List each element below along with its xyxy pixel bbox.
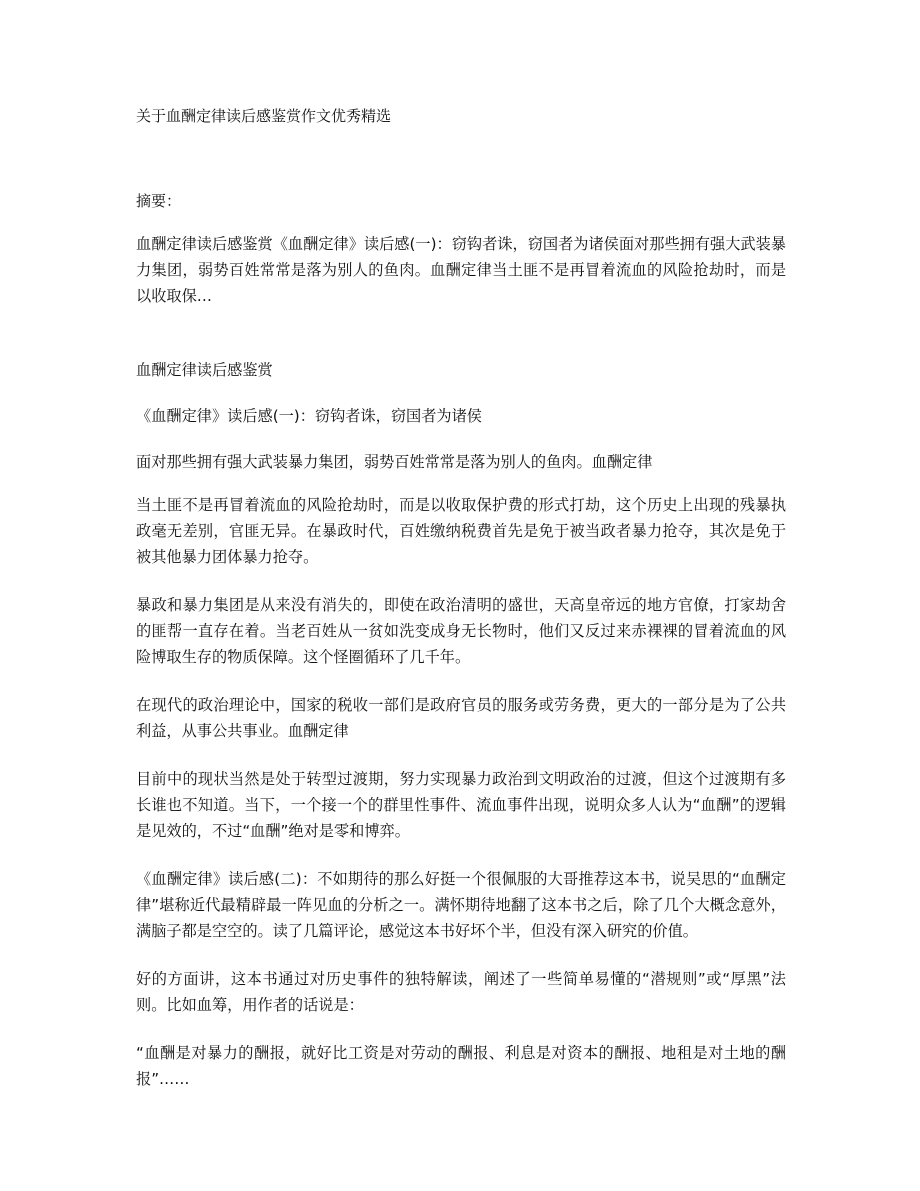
paragraph: 暴政和暴力集团是从来没有消失的，即使在政治清明的盛世，天高皇帝远的地方官僚，打家劫舍的匪帮一直存在着。当老百姓从一贫如洗变成身无长物时，他们又反过来赤裸裸的冒着流血的风险博取生存的物质保障。这个怪圈循环了几千年。 — [136, 596, 786, 666]
section-heading: 血酬定律读后感鉴赏 — [136, 361, 273, 379]
paragraph: 当土匪不是再冒着流血的风险抢劫时，而是以收取保护费的形式打劫，这个历史上出现的残暴执政毫无差别，官匪无异。在暴政时代，百姓缴纳税费首先是免于被当政者暴力抢夺，其次是免于被其他暴力团体暴力抢夺。 — [136, 496, 786, 566]
paragraph: 在现代的政治理论中，国家的税收一部们是政府官员的服务或劳务费，更大的一部分是为了公共利益，从事公共事业。血酬定律 — [136, 696, 786, 740]
paragraph: “血酬是对暴力的酬报，就好比工资是对劳动的酬报、利息是对资本的酬报、地租是对土地的酬报”…… — [136, 1044, 786, 1088]
document-title: 关于血酬定律读后感鉴赏作文优秀精选 — [136, 107, 392, 125]
paragraph: 面对那些拥有强大武装暴力集团，弱势百姓常常是落为别人的鱼肉。血酬定律 — [136, 453, 653, 471]
abstract-text: 血酬定律读后感鉴赏《血酬定律》读后感(一)：窃钩者诛，窃国者为诸侯面对那些拥有强大武装暴力集团，弱势百姓常常是落为别人的鱼肉。血酬定律当土匪不是再冒着流血的风险抢劫时，而是以收取保… — [136, 235, 786, 305]
document-page — [136, 100, 786, 1092]
abstract-label: 摘要： — [136, 192, 182, 210]
paragraph: 目前中的现状当然是处于转型过渡期，努力实现暴力政治到文明政治的过渡，但这个过渡期有多长谁也不知道。当下，一个接一个的群里性事件、流血事件出现，说明众多人认为“血酬”的逻辑是见效的，不过“血酬”绝对是零和博弈。 — [136, 770, 786, 840]
paragraph: 好的方面讲，这本书通过对历史事件的独特解读，阐述了一些简单易懂的“潜规则”或“厚黑”法则。比如血筹，用作者的话说是： — [136, 970, 786, 1014]
paragraph: 《血酬定律》读后感(二)：不如期待的那么好挺一个很佩服的大哥推荐这本书，说吴思的“血酬定律”堪称近代最精辟最一阵见血的分析之一。满怀期待地翻了这本书之后，除了几个大概念意外，满脑子都是空空的。读了几篇评论，感觉这本书好坏个半，但没有深入研究的价值。 — [136, 870, 786, 940]
paragraph: 《血酬定律》读后感(一)：窃钩者诛，窃国者为诸侯 — [136, 407, 482, 425]
